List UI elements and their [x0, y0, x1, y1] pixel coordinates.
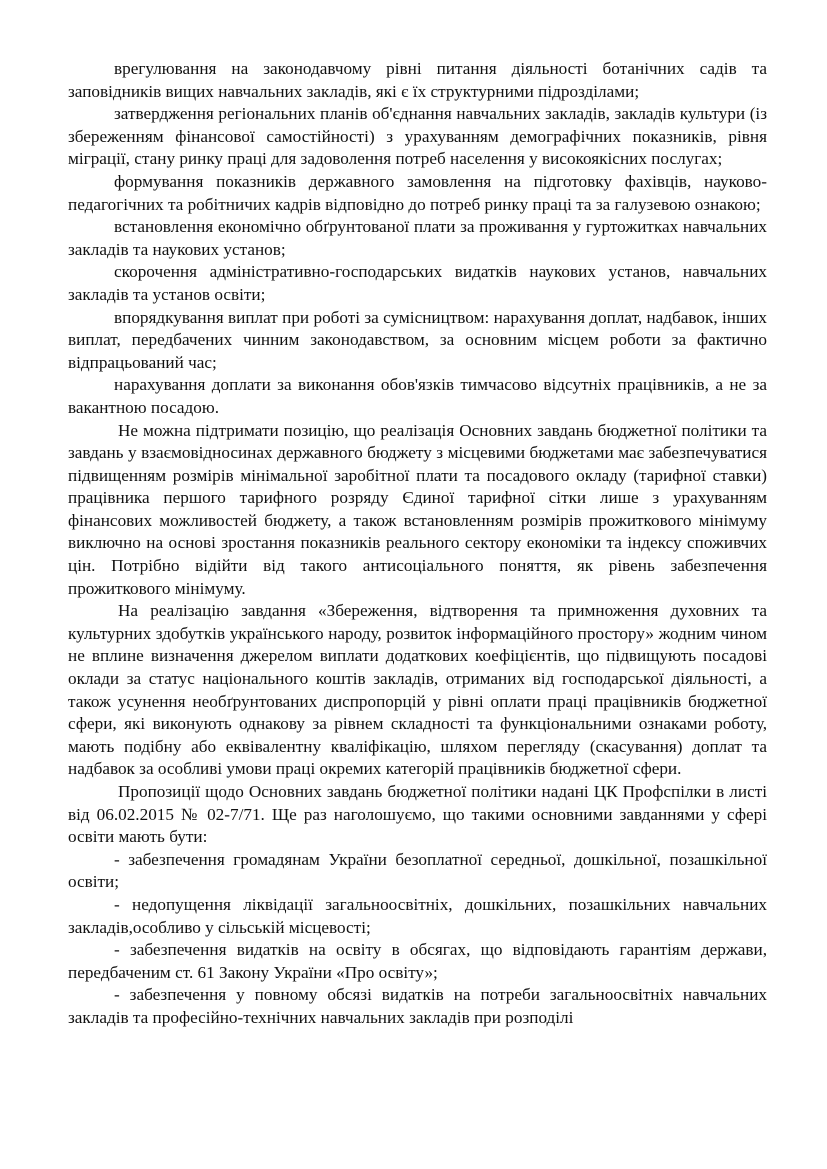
- list-item-free-education: - забезпечення громадянам України безоплатної середньої, дошкільної, позашкільної освіти;: [68, 849, 767, 892]
- paragraph-cultural-heritage: На реалізацію завдання «Збереження, відтворення та примноження духовних та культурних здобутків українського народу, розвиток інформаційного простору» жодним чином не вплине визначення джерелом виплати додаткових коефіцієнтів, що підвищують посадові оклади за статус національного коштів закладів, отриманих від господарської діяльності, а також усунення необґрунтованих диспропорцій у рівні оплати праці працівників бюджетної сфери, які виконують однакову за рівнем складності та функціональними ознаками роботу, мають подібну або еквівалентну кваліфікацію, шляхом перегляду (скасування) доплат та надбавок за особливі умови праці окремих категорій працівників бюджетної сфери.: [68, 601, 767, 779]
- paragraph-regional-plans: затвердження регіональних планів об'єднання навчальних закладів, закладів культури (із збереженням фінансової самостійності) з урахуванням демографічних показників, рівня міграції, стану ринку праці для задоволення потреб населення у високоякісних послугах;: [68, 104, 767, 169]
- list-item-no-liquidation: - недопущення ліквідації загальноосвітніх, дошкільних, позашкільних навчальних закладів,особливо у сільській місцевості;: [68, 894, 767, 937]
- paragraph-admin-expenses: скорочення адміністративно-господарських видатків наукових установ, навчальних закладів та установ освіти;: [68, 262, 767, 304]
- list-item-education-expenses: - забезпечення видатків на освіту в обсягах, що відповідають гарантіям держави, передбаченим ст. 61 Закону України «Про освіту»;: [68, 940, 767, 982]
- paragraph-union-proposals: Пропозиції щодо Основних завдань бюджетної політики надані ЦК Профспілки в листі від 06.02.2015 № 02-7/71. Ще раз наголошуємо, що такими основними завданнями у сфері освіти мають бути:: [68, 782, 767, 847]
- list-item-full-funding: - забезпечення у повному обсязі видатків на потреби загальноосвітніх навчальних закладів та професійно-технічних навчальних закладів при розподілі: [68, 985, 767, 1027]
- paragraph-absent-duties: нарахування доплати за виконання обов'язків тимчасово відсутніх працівників, а не за вакантною посадою.: [68, 375, 767, 417]
- paragraph-budget-policy-position: Не можна підтримати позицію, що реалізація Основних завдань бюджетної політики та завдань у взаємовідносинах державного бюджету з місцевими бюджетами має забезпечуватися підвищенням розмірів мінімальної заробітної плати та посадового окладу (тарифної ставки) працівника першого тарифного розряду Єдиної тарифної сітки лише з урахуванням фінансових можливостей бюджету, а також встановленням розмірів прожиткового мінімуму виключно на основі зростання показників реального сектору економіки та індексу споживчих цін. Потрібно відійти від такого антисоціального поняття, як рівень забезпечення прожиткового мінімуму.: [68, 420, 767, 598]
- paragraph-state-order: формування показників державного замовлення на підготовку фахівців, науково-педагогічних та робітничих кадрів відповідно до потреб ринку праці та за галузевою ознакою;: [68, 171, 767, 214]
- paragraph-part-time-payments: впорядкування виплат при роботі за сумісництвом: нарахування доплат, надбавок, інших виплат, передбачених чинним законодавством, за основним місцем роботи за фактично відпрацьований час;: [68, 307, 767, 372]
- paragraph-botanical-gardens: врегулювання на законодавчому рівні питання діяльності ботанічних садів та заповідників вищих навчальних закладів, які є їх структурними підрозділами;: [68, 59, 767, 101]
- paragraph-dormitory-fee: встановлення економічно обґрунтованої плати за проживання у гуртожитках навчальних закладів та наукових установ;: [68, 217, 767, 259]
